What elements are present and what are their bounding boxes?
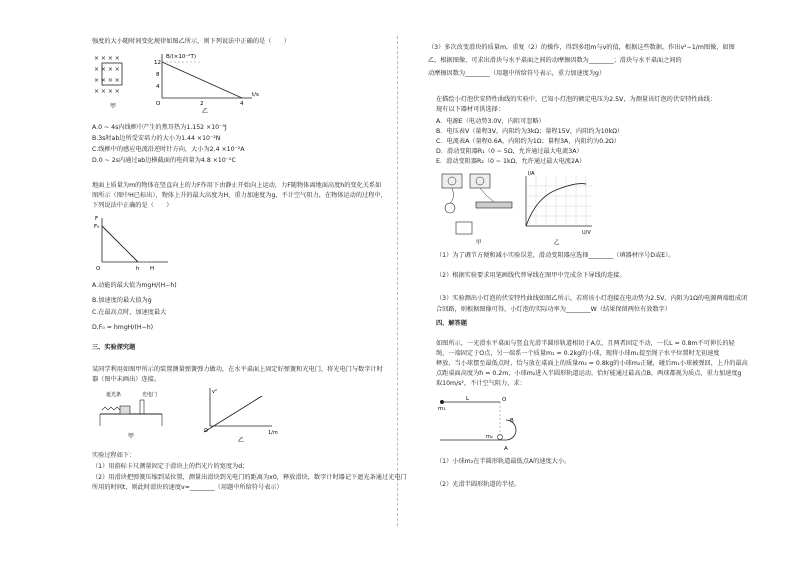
question-4-line2: 现有以下器材可供选择： [436,106,505,113]
fig1-y4: 4 [156,84,160,90]
fig4-i-axis: I/A [528,171,535,177]
ask-2: （2）光滑半圆形轨道的半径。 [436,481,521,488]
part3-line1: （3）多次改变滑块的质量m，重复（2）的操作，得到多组m与v的值，根据这些数据，作出v²−1/m图像，如图 [428,44,735,51]
part-4-3b: 合回路，则根据图像可得，小灯泡的实际功率为________W（结果保留两位有效数字） [436,306,672,313]
option-1b: B.3s时ab边所受安培力的大小为1.44 ×10⁻²N [92,135,221,142]
force-height-figure [92,214,172,272]
fig2-h: h [136,266,140,272]
fig3-origin: O [204,428,208,434]
fig5-A: A [504,446,508,452]
section-3-heading: 三、实验探究题 [92,344,136,351]
option-2d: D.F₀ = hmgH/(H−h) [92,324,154,331]
part-4-2: （2）根据实验要求用笔画线代替导线在图甲中完成余下导线的连接。 [436,272,626,279]
question-5-line1: 如图所示，一光滑水平桌面与竖直光滑半圆形轨道相切于A点，且两者固定不动，一长L = 0.8m不可伸长的轻 [436,340,735,347]
fig2-f0: F₀ [94,224,100,230]
option-1d: D.0 ~ 2s内通过ab边横截面的电荷量为4.8 ×10⁻²C [92,157,236,164]
fig1-jia-label: 甲 [110,103,117,110]
fig1-x2: 2 [200,101,204,107]
fig3-m-axis: 1/m [268,430,278,436]
fig1-b-label: B/(×10⁻²T) [166,54,196,60]
question-5-line5: 取10m/s²，不计空气阻力，求： [436,380,526,387]
question-3-line2: 器（图中未画出）连接。 [92,376,161,383]
svg-text:× × × ×: × × × × [94,88,120,95]
fig3-yi-label: 乙 [238,437,245,444]
step-2b: 所用的时间t，则此时滑块的速度v=________（用题中所给符号表示） [92,484,283,491]
spring-experiment-figure [92,386,282,446]
fig3-jia-label: 甲 [128,433,135,440]
fig1-t-label: t/s [252,92,259,98]
question-3-line1: 某同学利用如图甲所示的装置测量弹簧弹力做功，在水平桌面上固定好弹簧和光电门，将光电门与数字计时 [92,366,383,373]
column-divider [397,36,398,526]
fig4-jia-label: 甲 [476,240,482,246]
svg-text:× × × ×: × × × × [94,55,120,62]
pendulum-track-figure [436,392,546,454]
fig3-shading-label: 遮光条 [106,392,122,398]
fig3-v2-axis: v² [212,389,217,395]
fig4-u-axis: U/V [582,230,591,236]
section-4-heading: 四、解答题 [436,320,467,327]
magnetic-field-figure [92,50,272,114]
part3-line3: 动摩擦因数为________（用题中所给符号表示，重力加速度为g） [428,70,606,77]
fig5-B: B [510,418,514,424]
option-2b: B.加速度的最大值为g [92,297,152,304]
circuit-and-iu-figure [436,168,596,246]
steps-title: 实验过程如下： [92,452,136,459]
step-2a: （2）用滑块把弹簧压缩到某位置，测量出滑块到光电门的距离为x0，释放滑块，数字计时器记下遮光条通过光电门 [92,474,407,481]
question-2-line3: 下列说法中正确的是（ ） [92,202,173,209]
question-5-line4: 点距桌面高度为h = 0.2m，小球m₂进入半圆形轨道运动，恰好能通过最高点B，两球都视为质点，重力加速度g [436,370,742,377]
question-5-line2: 绳，一端固定于O点，另一端系一个质量m₁ = 0.2kg的小球，现将小球m₁提至绳子水平位置时无初速度 [436,350,720,357]
part-4-3a: （3）实验测出小灯泡的伏安特性曲线如图乙所示，若将该小灯泡接在电动势为2.5V、内阻为1Ω的电源两端组成闭 [436,295,748,302]
fig1-x4: 4 [240,101,244,107]
part3-line2: 乙，根据图像，可求出滑块与水平桌面之间的动摩擦因数为________；滑块与水平桌面之间的 [428,57,682,64]
fig1-yi-label: 乙 [202,108,209,114]
question-5-line3: 释放，当小球摆至最低点时，恰与放在桌面上的质量m₂ = 0.8kg的小球m₂正碰，碰后m₁小球被弹回，上升的最高 [436,360,748,367]
option-2a: A.动能的最大值为mgH/(H−h) [92,282,177,289]
fig5-L: L [466,396,470,402]
option-1c: C.线框中的感应电流沿逆时针方向，大小为2.4 ×10⁻²A [92,146,245,153]
question-2-line2: 图所示（图中H已标出），物体上升的最大高度为H，重力加速度为g，不计空气阻力，在物体运动的过程中， [92,192,387,199]
fig1-origin: O [156,101,161,107]
equip-d: D．滑动变阻器R₁（0 ~ 5Ω，允许通过最大电流3A） [436,148,583,155]
fig5-O: O [502,397,507,403]
option-2c: C.在最高点时，加速度最大 [92,309,167,316]
fig1-y12: 12 [154,60,161,66]
svg-text:× × × ×: × × × × [94,66,120,73]
question-4-line1: 在描绘小灯泡伏安特性曲线的实验中，已知小灯泡的额定电压为2.5V，为测量该灯泡的伏安特性曲线： [436,96,717,103]
fig2-origin: O [96,266,101,272]
question-intro: 强度的大小随时间变化规律如图乙所示，则下列说法中正确的是（ ） [92,38,290,45]
step-1: （1）用游标卡尺测量固定于滑块上的挡光片的宽度为d； [92,463,249,470]
equip-b: B．电压表V（量程3V，内阻约为3kΩ；量程15V，内阻约为10kΩ） [436,128,624,135]
question-2-line1: 地面上质量为m的物体在竖直向上的力F作用下由静止开始向上运动，力F随物体离地面高度h的变化关系如 [92,182,382,189]
equip-a: A．电源E（电动势3.0V，内阻可忽略） [436,118,545,125]
fig3-gate-label: 光电门 [142,392,158,398]
fig4-yi-label: 乙 [554,240,560,246]
fig5-m2: m₂ [486,434,493,440]
svg-text:× × × ×: × × × × [94,77,120,84]
fig2-f-axis: F [95,216,99,222]
fig2-H: H [150,266,155,272]
part-4-1: （1）为了调节方便和减小实验误差，滑动变阻器应选择________（填器材序号D或E）。 [436,252,675,259]
equip-c: C．电流表A（量程0.6A，内阻约为1Ω；量程3A，内阻约为0.2Ω） [436,138,620,145]
fig1-y8: 8 [156,72,160,78]
fig5-m1: m₁ [438,406,446,412]
ask-1: （1）小球m₂在半圆形轨道最低点A的速度大小。 [436,458,571,465]
option-1a: A.0 ~ 4s内线框中产生的焦耳热为1.152 ×10⁻³J [92,124,227,131]
equip-e: E．滑动变阻器R₂（0 ~ 1kΩ，允许通过最大电流2A） [436,158,586,165]
